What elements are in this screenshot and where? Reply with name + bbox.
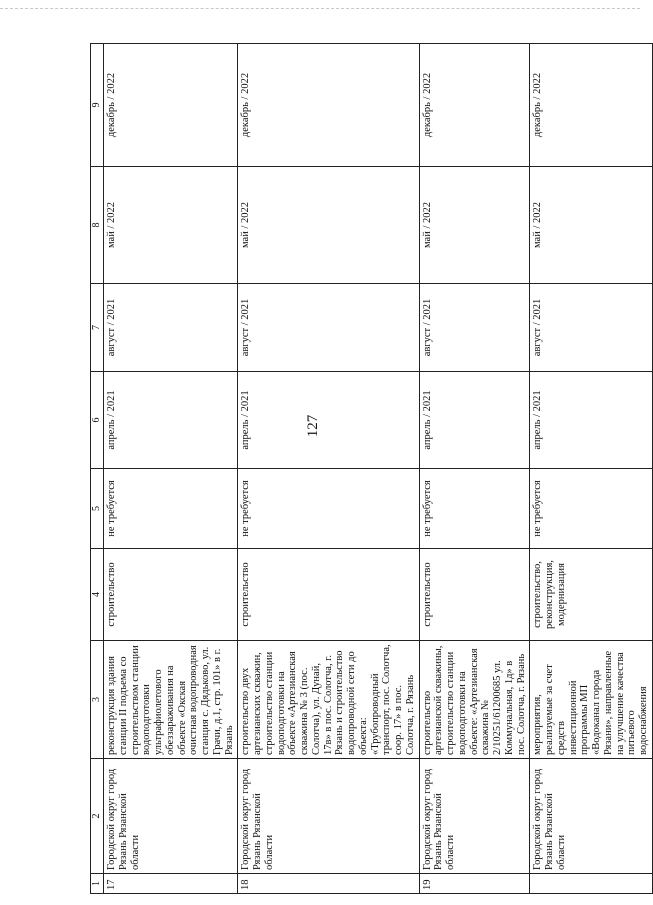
work-type-cell: строительство, реконструкция, модернизация xyxy=(530,549,653,641)
design-end-date-cell: август / 2021 xyxy=(419,284,530,372)
completion-date-cell: декабрь / 2022 xyxy=(530,44,653,167)
work-type-cell: строительство xyxy=(238,549,419,641)
object-cell: строительство двух артезианских скважин, строительство станции водоподготовки на объекте «Артезианская скважина № 3 (пос. Солотча), ул. Дунай, 17в» в пос. Солотча, г. Рязань и строительство водопроводной сети до объекта: «Трубопроводный транспорт, пос. Солотча, соор. 17» в пос. Солотча, г. Рязань xyxy=(238,641,419,759)
scan-edge-line xyxy=(0,8,640,9)
table-row xyxy=(530,44,653,894)
design-end-date-cell: август / 2021 xyxy=(238,284,419,372)
object-cell: мероприятия, реализуемые за счет средств инвестиционной программы МП «Водоканал города Рязани», направленные на улучшение качества питьевого водоснабжения xyxy=(530,641,653,759)
expertise-cell: не требуется xyxy=(530,469,653,549)
completion-date-cell: декабрь / 2022 xyxy=(104,44,238,167)
completion-date-cell: декабрь / 2022 xyxy=(419,44,530,167)
start-date-cell: апрель / 2021 xyxy=(104,372,238,469)
table-row xyxy=(104,44,238,894)
water-supply-measures-table xyxy=(90,43,653,894)
column-number: 2 xyxy=(91,759,104,874)
completion-date-cell: декабрь / 2022 xyxy=(238,44,419,167)
design-end-date-cell: август / 2021 xyxy=(530,284,653,372)
column-number: 3 xyxy=(91,641,104,759)
table-row xyxy=(419,44,530,894)
column-number: 5 xyxy=(91,469,104,549)
rotated-table-frame xyxy=(90,44,649,894)
municipality-cell: Городской округ город Рязань Рязанской области xyxy=(238,759,419,874)
construction-start-date-cell: май / 2022 xyxy=(419,167,530,284)
expertise-cell: не требуется xyxy=(238,469,419,549)
work-type-cell: строительство xyxy=(104,549,238,641)
design-end-date-cell: август / 2021 xyxy=(104,284,238,372)
construction-start-date-cell: май / 2022 xyxy=(530,167,653,284)
object-cell: строительство артезианской скважины, строительство станции водоподготовки на объекте: «Артезианская скважина № 2/10251/61200685 ул. Коммунальная, 1д» в пос. Солотча, г. Рязань xyxy=(419,641,530,759)
table-row xyxy=(238,44,419,894)
work-type-cell: строительство xyxy=(419,549,530,641)
municipality-cell: Городской округ город Рязань Рязанской области xyxy=(530,759,653,874)
expertise-cell: не требуется xyxy=(419,469,530,549)
municipality-cell: Городской округ город Рязань Рязанской области xyxy=(419,759,530,874)
row-number: 19 xyxy=(419,874,530,894)
construction-start-date-cell: май / 2022 xyxy=(104,167,238,284)
start-date-cell: апрель / 2021 xyxy=(238,372,419,469)
table-container xyxy=(90,44,649,894)
column-number: 4 xyxy=(91,549,104,641)
object-cell: реконструкция здания станции II подъема со строительством станции водоподготовки ультрафиолетового обеззараживания на объекте «Окская очистная водопроводная станция с. Дядьково, ул. Грачи, д.1, стр. 101» в г. Рязань xyxy=(104,641,238,759)
start-date-cell: апрель / 2021 xyxy=(419,372,530,469)
row-number: 17 xyxy=(104,874,238,894)
page-number: 127 xyxy=(305,414,321,438)
construction-start-date-cell: май / 2022 xyxy=(238,167,419,284)
column-number: 8 xyxy=(91,167,104,284)
column-number: 9 xyxy=(91,44,104,167)
row-number: 18 xyxy=(238,874,419,894)
start-date-cell: апрель / 2021 xyxy=(530,372,653,469)
column-number-row xyxy=(91,44,104,894)
municipality-cell: Городской округ город Рязань Рязанской области xyxy=(104,759,238,874)
row-number xyxy=(530,874,653,894)
expertise-cell: не требуется xyxy=(104,469,238,549)
column-number: 1 xyxy=(91,874,104,894)
column-number: 6 xyxy=(91,372,104,469)
column-number: 7 xyxy=(91,284,104,372)
